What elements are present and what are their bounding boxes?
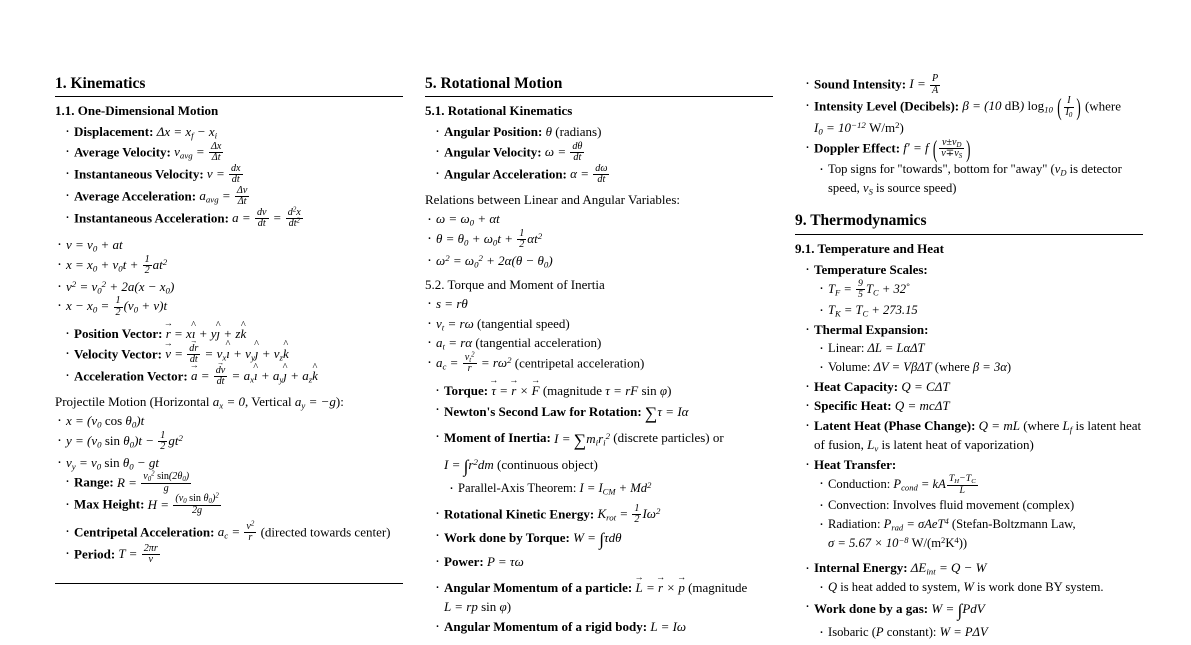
- subsection-heading-rotational-kinematics: 5.1. Rotational Kinematics: [425, 103, 573, 119]
- bullet-list-rotational-energy: [433, 504, 773, 572]
- formula-item: · $\omega = \omega_0 + \alpha t$: [425, 209, 773, 229]
- formula-list-linear-angular: [425, 294, 773, 375]
- column-3: [795, 73, 1143, 640]
- bullet-list-projectile-results: [63, 472, 403, 516]
- formula-item: · $x - x_0$ = $\frac{1}{2}$ $(v_0 + v)t$: [55, 296, 403, 318]
- formula-item: · $a_c$ = $\frac{v_t^2}{r}$ = $r\omega^2$ (centripetal acceleration): [425, 353, 773, 375]
- formula-item: · s = rθ: [425, 294, 773, 314]
- label-constant-angular-acceleration: Relations between Linear and Angular Variables:: [425, 191, 680, 207]
- section-heading-thermodynamics: 9. Thermodynamics: [795, 211, 1143, 234]
- list-item-angular-acceleration: · Angular Acceleration: α = $\frac{d\omega}{dt}$: [433, 164, 773, 186]
- bullet-list-angular-momentum: [433, 578, 773, 637]
- list-item-work-done-by-gas: · Work done by a gas: W = ∫PdV: [803, 597, 1143, 623]
- list-item-doppler-sign-note: · Top signs for "towards", bottom for "away" ($v_D$ is detector speed, $v_S$ is source speed): [817, 160, 1143, 198]
- list-item-intensity-level: · Intensity Level (Decibels): β = (10 dB) $\log_{10}$ ( $\frac{I}{I_0}$ ) (where $I_0 = 10^{-12}$ $W/m^2$): [803, 96, 1143, 138]
- formula-item: · $\omega^2 = \omega_0^2 + 2\alpha(\theta - \theta_0)$: [425, 251, 773, 271]
- label-linear-angular-relations: 5.2. Torque and Moment of Inertia: [425, 276, 605, 292]
- list-item-fahrenheit-conversion: · $T_F$ = $\frac{9}{5}$ $T_C + 32^\circ$: [817, 279, 1143, 300]
- formula-list-constant-acceleration: [55, 235, 403, 318]
- list-item-thermal-expansion: · Thermal Expansion:: [803, 320, 1143, 340]
- bullet-list-temperature-scales: [803, 260, 1143, 280]
- list-item-power: · Power: P = τω: [433, 552, 773, 572]
- formula-item: · $x = x_0 + v_0t$ + $\frac{1}{2}$ $at^2$: [55, 255, 403, 277]
- list-item-isobaric: · Isobaric (P constant): W = PΔV: [817, 623, 1143, 642]
- list-item-position-vector: · Position Vector: r → = xı ^ + yȷ ^ + zk ^: [63, 324, 403, 344]
- formula-item: · $v^2 = v_0^2 + 2a(x - x_0)$: [55, 277, 403, 297]
- list-item-parallel-axis-theorem: · Parallel-Axis Theorem: $I = I_{CM} + Md^2$: [447, 479, 773, 498]
- list-item-latent-heat: · Latent Heat (Phase Change): Q = mL (where $L_f$ is latent heat of fusion, $L_v$ is latent heat of vaporization): [803, 416, 1143, 455]
- formula-item: · $v_t = r\omega$ (tangential speed): [425, 314, 773, 334]
- bullet-list-work-done-by-gas: [803, 597, 1143, 623]
- list-item-angular-position: · Angular Position: θ (radians): [433, 122, 773, 142]
- list-item-work-done-by-torque: · Work done by Torque: W = ∫τdθ: [433, 526, 773, 552]
- section-heading-kinematics: 1. Kinematics: [55, 74, 403, 97]
- bullet-list-vectors: [63, 324, 403, 388]
- formula-item: · $a_t = r\alpha$ (tangential acceleration): [425, 333, 773, 353]
- list-item-internal-energy-note: · Q is heat added to system, W is work done BY system.: [817, 578, 1143, 597]
- list-item-torque: · Torque: τ → = r → × F → (magnitude τ = rF sin φ): [433, 381, 773, 401]
- formula-item: · $v_y = v_0$ $\sin \theta_0$ − gt: [55, 453, 403, 473]
- subsection-heading-temperature-and-heat: 9.1. Temperature and Heat: [795, 240, 944, 256]
- list-item-sound-intensity: · Sound Intensity: I = $\frac{P}{A}$: [803, 74, 1143, 96]
- list-item-acceleration-vector: · Acceleration Vector: a → = $\frac{dv \to}{dt}$ = $a_xı$ ^ + $a_yȷ$ ^ + $a_zk$ ^: [63, 366, 403, 388]
- list-item-angular-momentum-particle: · Angular Momentum of a particle: L → = r → × p → (magnitude L = rp sin φ): [433, 578, 773, 617]
- list-item-moment-of-inertia: · Moment of Inertia: $I = \sum m_ir_i^2$ (discrete particles) or $I = \int r^2dm$ (continuous object): [433, 426, 773, 479]
- subbullet-list-temperature-conversions: [817, 279, 1143, 319]
- list-item-heat-transfer: · Heat Transfer:: [803, 455, 1143, 475]
- list-item-range: · Range: R = $\frac{v_0^2 \sin(2\theta_0)}{g}$: [63, 472, 403, 494]
- bullet-list-sound: [803, 73, 1143, 163]
- subbullet-list-doppler-note: [817, 160, 1143, 198]
- bullet-list-torque: [433, 381, 773, 479]
- list-item-centripetal-acceleration: · Centripetal Acceleration: $a_c$ = $\frac{v^2}{r}$ (directed towards center): [63, 522, 403, 544]
- subbullet-list-heat-transfer-modes: [817, 474, 1143, 552]
- label-projectile-motion: Projectile Motion (Horizontal $a_x = 0$, Vertical $a_y = -g$):: [55, 393, 344, 411]
- subbullet-list-parallel-axis: [447, 479, 773, 498]
- list-item-specific-heat: · Specific Heat: Q = mcΔT: [803, 396, 1143, 416]
- formula-item: · $y = (v_0$ $\sin \theta_0)t$ − $\frac{1}{2}$ $gt^2$: [55, 431, 403, 453]
- formula-item: · $x = (v_0$ $\cos \theta_0)t$: [55, 411, 403, 431]
- list-item-kelvin-conversion: · $T_K = T_C + 273.15$: [817, 301, 1143, 320]
- list-item-angular-momentum-rigid-body: · Angular Momentum of a rigid body: L = Iω: [433, 617, 773, 637]
- list-item-newtons-second-law-rotation: · Newton's Second Law for Rotation: ∑τ = Iα: [433, 400, 773, 426]
- bullet-list-rotational-kinematics: [433, 122, 773, 186]
- list-item-doppler-effect: · Doppler Effect: f′ = f ( $\frac{v\pm v_D}{v\mp v_S}$ ): [803, 138, 1143, 160]
- list-item-volume-expansion: · Volume: ΔV = VβΔT (where β = 3α): [817, 358, 1143, 377]
- list-item-conduction: · Conduction: $P_{cond}$ = kA $\frac{T_H-T_C}{L}$: [817, 474, 1143, 495]
- subsection-heading-one-dimensional-motion: 1.1. One-Dimensional Motion: [55, 103, 219, 119]
- list-item-temperature-scales: · Temperature Scales:: [803, 260, 1143, 280]
- list-item-linear-expansion: · Linear: ΔL = LαΔT: [817, 339, 1143, 358]
- bullet-list-heat: [803, 377, 1143, 475]
- list-item-instantaneous-velocity: · Instantaneous Velocity: v = $\frac{dx}{dt}$: [63, 164, 403, 186]
- list-item-average-velocity: · Average Velocity: $v_{avg}$ = $\frac{\Delta x}{\Delta t}$: [63, 142, 403, 164]
- list-item-convection: · Convection: Involves fluid movement (complex): [817, 496, 1143, 515]
- list-item-angular-velocity: · Angular Velocity: ω = $\frac{d\theta}{dt}$: [433, 142, 773, 164]
- list-item-heat-capacity: · Heat Capacity: Q = CΔT: [803, 377, 1143, 397]
- list-item-instantaneous-acceleration: · Instantaneous Acceleration: a = $\frac{dv}{dt}$ = $\frac{d^2x}{dt^2}$: [63, 208, 403, 230]
- subbullet-list-expansion-types: [817, 339, 1143, 377]
- formula-list-projectile: [55, 411, 403, 472]
- list-item-velocity-vector: · Velocity Vector: v → = $\frac{dr \to}{dt}$ = $v_xı$ ^ + $v_yȷ$ ^ + $v_zk$ ^: [63, 344, 403, 366]
- list-item-period: · Period: T = $\frac{2\pi r}{v}$: [63, 544, 403, 566]
- list-item-average-acceleration: · Average Acceleration: $a_{avg}$ = $\frac{\Delta v}{\Delta t}$: [63, 186, 403, 208]
- list-item-radiation: · Radiation: $P_{rad} = \sigma AeT^4$ (Stefan-Boltzmann Law, $\sigma = 5.67 \times 10^{-8}$ $W/(m^2K^4)$): [817, 515, 1143, 553]
- column-2: [425, 74, 773, 634]
- list-item-max-height: · Max Height: H = $\frac{(v_0 \sin \theta_0)^2}{2g}$: [63, 494, 403, 516]
- bullet-list-1d-motion: [63, 122, 403, 230]
- formula-item: · $\theta = \theta_0 + \omega_0t$ + $\frac{1}{2}$ $\alpha t^2$: [425, 229, 773, 251]
- list-item-displacement: · Displacement: $\Delta x = x_f - x_i$: [63, 122, 403, 142]
- subbullet-list-internal-energy-note: [817, 578, 1143, 597]
- subbullet-list-gas-processes: [817, 623, 1143, 642]
- formula-list-angular-acceleration: [425, 209, 773, 270]
- column-1: [55, 74, 403, 626]
- section-heading-rotational-motion: 5. Rotational Motion: [425, 74, 773, 97]
- section-heading-newtons-laws: [55, 580, 403, 584]
- list-item-rotational-kinetic-energy: · Rotational Kinetic Energy: $K_{rot}$ = $\frac{1}{2}$ $I\omega^2$: [433, 504, 773, 526]
- list-item-internal-energy: · Internal Energy: $\Delta E_{int} = Q - W$: [803, 558, 1143, 578]
- bullet-list-circular-motion: [63, 522, 403, 566]
- formula-item: · $v = v_0$ + at: [55, 235, 403, 255]
- bullet-list-thermal-expansion: [803, 320, 1143, 340]
- bullet-list-internal-energy: [803, 558, 1143, 578]
